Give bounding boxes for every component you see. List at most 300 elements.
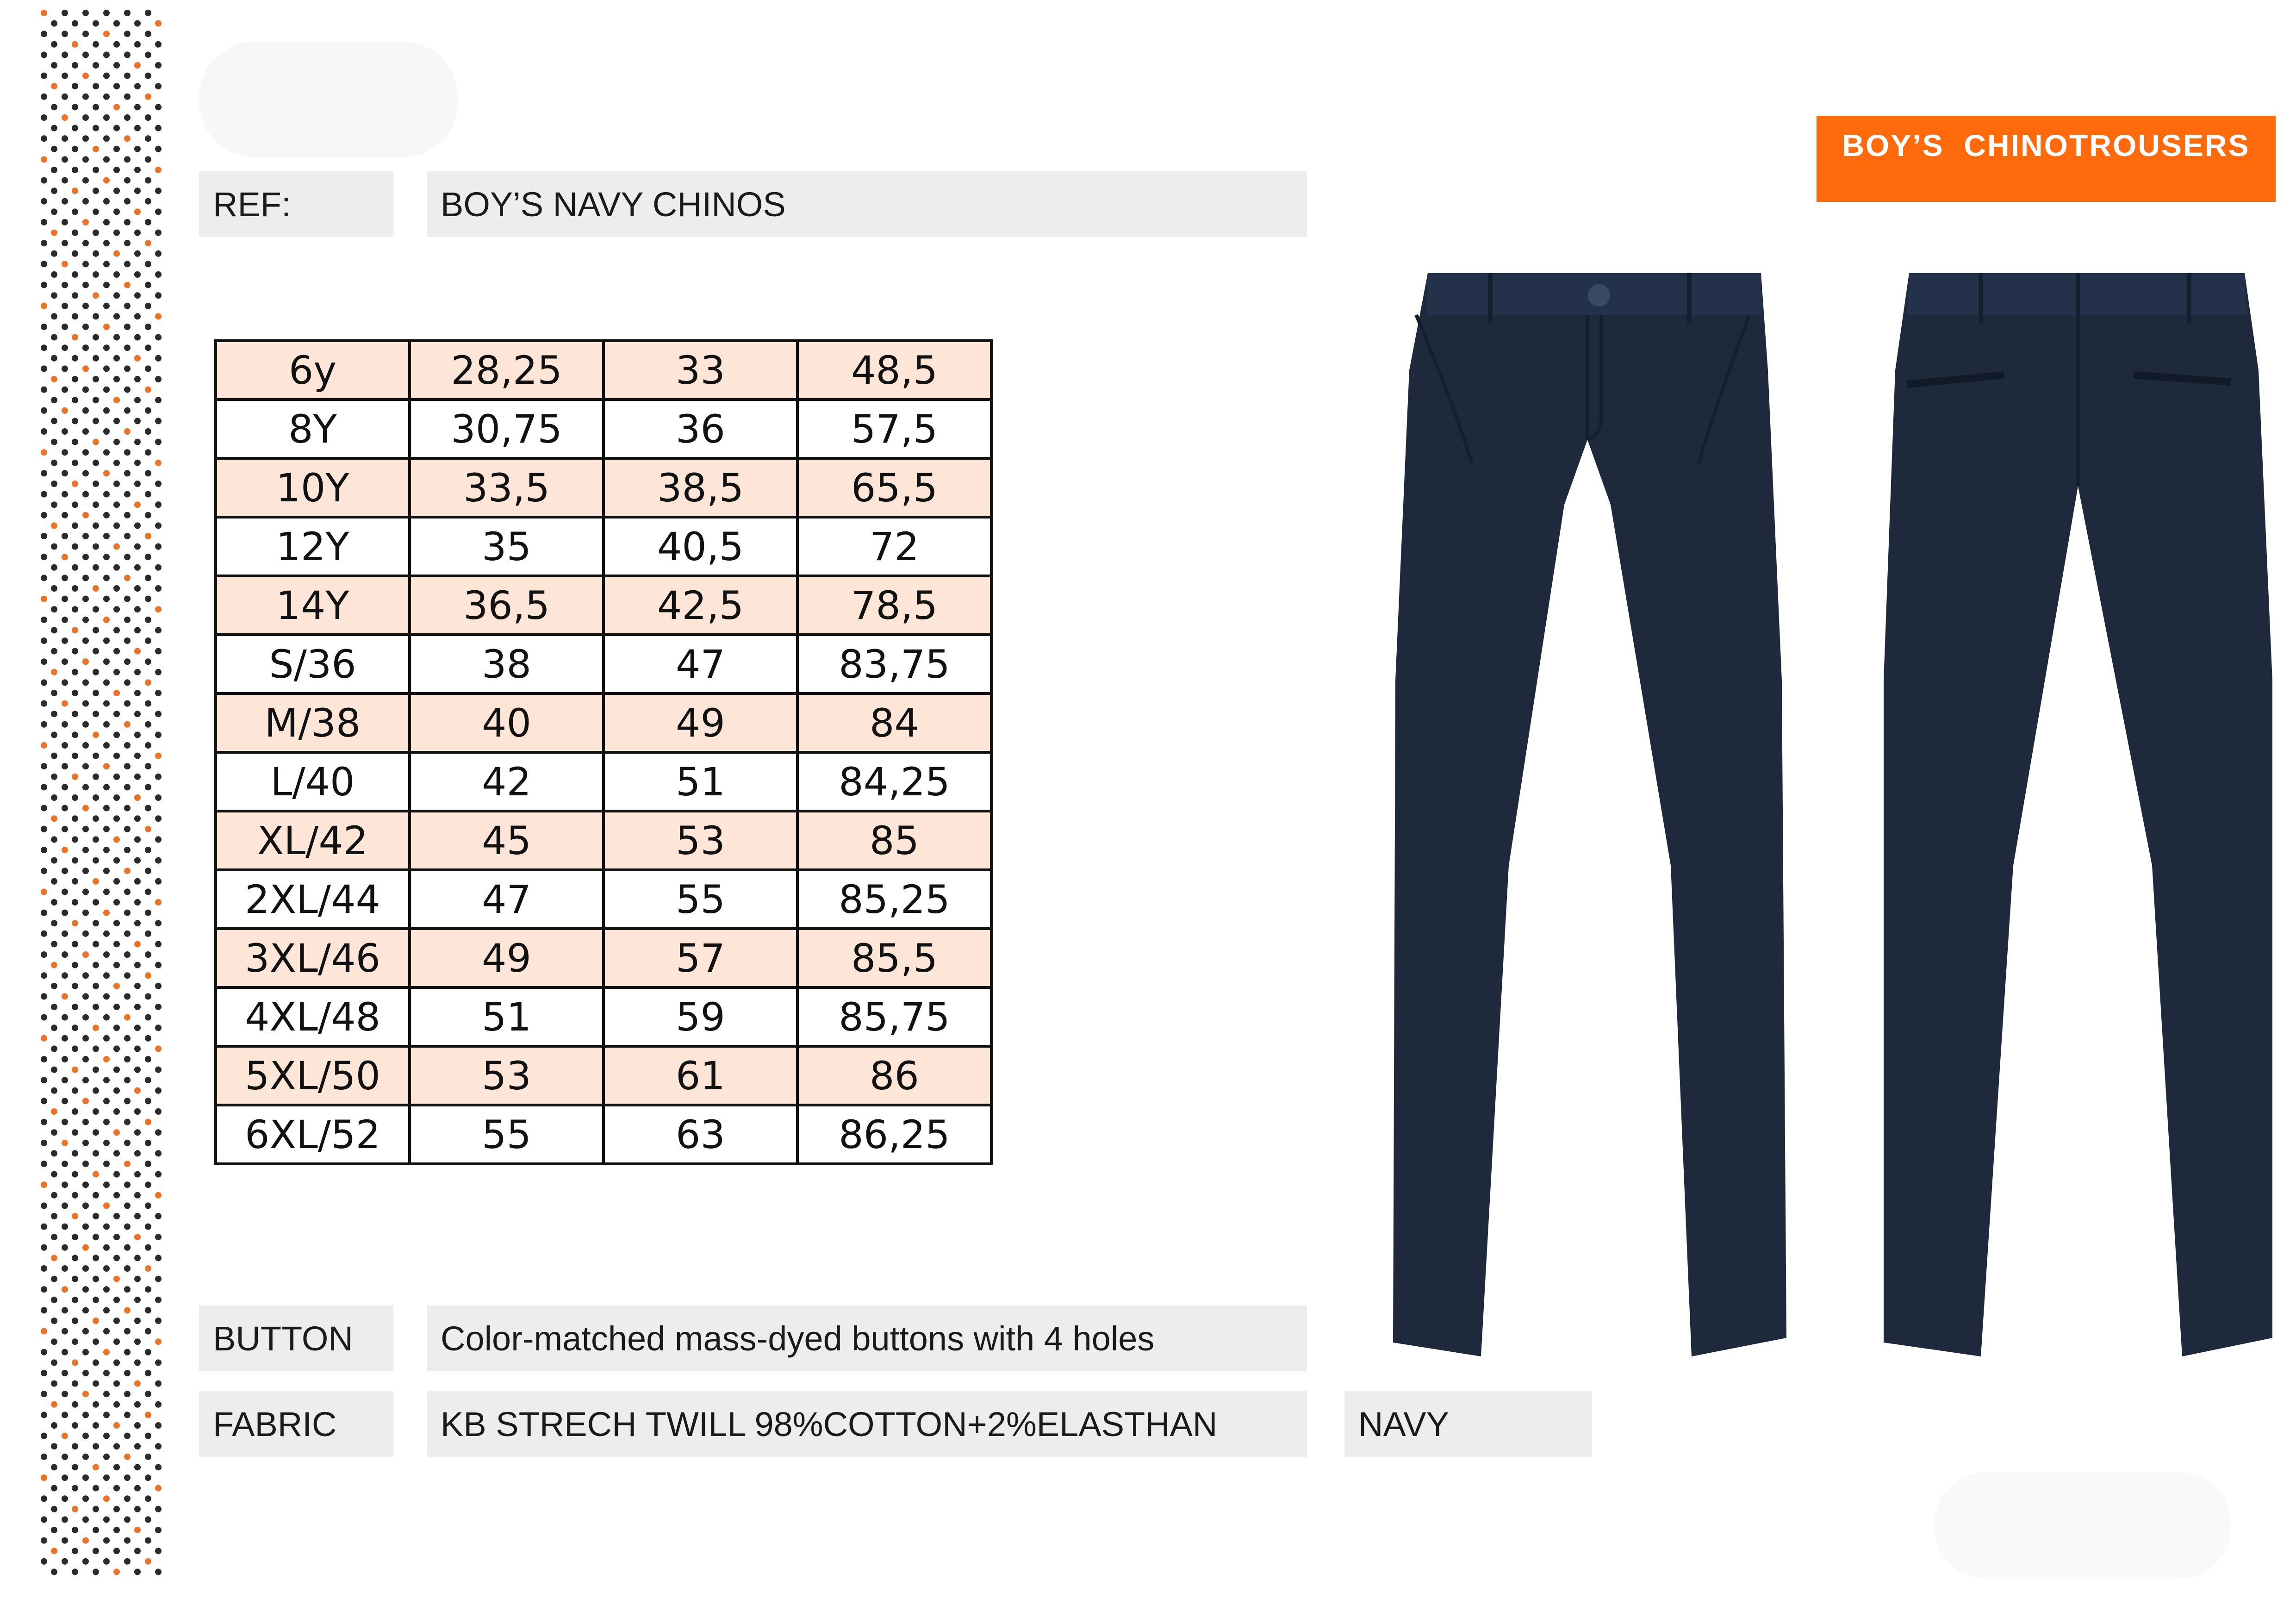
decor-dot <box>113 334 120 341</box>
decor-dot <box>72 230 78 236</box>
decor-dot <box>145 1307 151 1313</box>
decor-dot <box>51 1338 57 1345</box>
decor-dot <box>51 1318 57 1324</box>
decor-dot <box>155 397 162 403</box>
decor-dot <box>155 1548 162 1554</box>
decor-dot <box>113 1422 120 1429</box>
decor-dot <box>72 794 78 801</box>
size-label-cell: 10Y <box>216 458 410 517</box>
measurement-cell: 42 <box>410 752 604 811</box>
decor-dot <box>155 439 162 445</box>
decor-dot <box>51 1568 57 1575</box>
decor-dot <box>145 240 151 246</box>
measurement-cell: 36,5 <box>410 576 604 635</box>
measurement-cell: 38,5 <box>604 458 797 517</box>
decor-dot <box>72 125 78 131</box>
decor-dot <box>124 198 131 205</box>
decor-dot <box>103 888 110 895</box>
decor-dot <box>113 481 120 487</box>
decor-dot <box>41 240 47 246</box>
decor-dot <box>134 167 141 173</box>
decor-dot <box>155 250 162 257</box>
decor-dot <box>134 1213 141 1219</box>
decor-dot <box>113 501 120 508</box>
measurement-cell: 51 <box>604 752 797 811</box>
decor-dot <box>82 1495 89 1502</box>
decor-dot <box>145 826 151 832</box>
decor-dot <box>62 888 68 895</box>
decor-dot <box>82 449 89 456</box>
decor-dot <box>113 1150 120 1156</box>
decor-dot <box>93 585 99 592</box>
decor-dot <box>93 983 99 989</box>
decor-dot <box>134 376 141 382</box>
decor-dot <box>145 94 151 100</box>
decor-dot <box>145 1370 151 1376</box>
decor-dot <box>124 533 131 539</box>
size-table-row <box>216 870 991 929</box>
decor-dot <box>51 1150 57 1156</box>
decor-dot <box>103 784 110 790</box>
decor-dot <box>155 1171 162 1178</box>
decor-dot <box>113 711 120 717</box>
decor-dot <box>72 711 78 717</box>
decor-dot <box>145 617 151 623</box>
decor-dot <box>82 1433 89 1439</box>
decor-dot <box>41 1119 47 1125</box>
decor-dot <box>51 146 57 152</box>
decor-dot <box>155 941 162 947</box>
decor-dot <box>72 1380 78 1387</box>
decor-dot <box>103 1474 110 1481</box>
decor-dot <box>72 522 78 529</box>
decor-dot <box>82 1537 89 1544</box>
decor-dot <box>62 1224 68 1230</box>
decor-dot <box>41 888 47 895</box>
decor-dot <box>93 1359 99 1366</box>
decor-dot <box>93 292 99 299</box>
decor-dot <box>82 1161 89 1167</box>
decor-dot <box>124 73 131 79</box>
decor-dot <box>155 606 162 612</box>
decor-dot <box>113 941 120 947</box>
decor-dot <box>134 1276 141 1282</box>
decor-dot <box>145 31 151 37</box>
decor-dot <box>145 1495 151 1502</box>
decor-dot <box>145 344 151 351</box>
decor-dot <box>145 1474 151 1481</box>
trousers-back-image <box>1874 264 2282 1366</box>
decor-dot <box>62 10 68 16</box>
decor-dot <box>155 1087 162 1094</box>
decor-dot <box>41 470 47 476</box>
decor-dot <box>72 1527 78 1533</box>
decor-dot <box>41 554 47 560</box>
decor-dot <box>93 481 99 487</box>
decor-dot <box>134 648 141 655</box>
decor-dot <box>41 31 47 37</box>
decor-dot <box>103 1161 110 1167</box>
decor-dot <box>124 1224 131 1230</box>
decor-dot <box>155 522 162 529</box>
decor-dot <box>72 857 78 864</box>
decor-dot <box>155 585 162 592</box>
decor-dot <box>93 1506 99 1512</box>
decor-dot <box>41 1244 47 1251</box>
decor-dot <box>155 627 162 633</box>
decor-dot <box>103 1098 110 1104</box>
decor-dot <box>113 1004 120 1010</box>
decor-dot <box>124 1558 131 1565</box>
decor-dot <box>103 1014 110 1021</box>
decor-dot <box>93 1024 99 1031</box>
decor-dot <box>134 208 141 215</box>
decor-dot <box>72 585 78 592</box>
decor-dot <box>82 1202 89 1209</box>
decor-dot <box>113 878 120 885</box>
decor-dot <box>124 1098 131 1104</box>
decor-dot <box>145 596 151 602</box>
decor-dot <box>82 261 89 267</box>
decor-dot <box>72 753 78 759</box>
decor-dot <box>145 1412 151 1418</box>
decor-dot <box>103 931 110 937</box>
decor-dot <box>124 637 131 644</box>
decor-dot <box>155 1004 162 1010</box>
decor-dot <box>72 62 78 69</box>
decor-dot <box>93 753 99 759</box>
measurement-cell: 65,5 <box>797 458 991 517</box>
decor-dot <box>155 1067 162 1073</box>
decor-dot <box>124 428 131 435</box>
decor-dot <box>124 931 131 937</box>
measurement-cell: 59 <box>604 987 797 1046</box>
decor-dot <box>155 376 162 382</box>
decor-dot <box>134 543 141 550</box>
decor-dot <box>103 73 110 79</box>
decor-dot <box>82 135 89 142</box>
decor-dot <box>124 1307 131 1313</box>
decor-dot <box>93 794 99 801</box>
decor-dot <box>93 941 99 947</box>
decor-dot <box>113 522 120 529</box>
decor-dot <box>41 512 47 518</box>
size-table-row <box>216 458 991 517</box>
decor-dot <box>62 1119 68 1125</box>
decor-dot <box>113 1568 120 1575</box>
decor-dot <box>134 606 141 612</box>
decor-dot <box>103 31 110 37</box>
decor-dot <box>124 888 131 895</box>
decor-dot <box>41 344 47 351</box>
decor-dot <box>62 1391 68 1397</box>
decor-dot <box>124 10 131 16</box>
decor-dot <box>103 512 110 518</box>
measurement-cell: 53 <box>604 811 797 870</box>
decor-dot <box>145 1077 151 1083</box>
measurement-cell: 36 <box>604 400 797 458</box>
size-table-row <box>216 811 991 870</box>
decor-dot <box>113 627 120 633</box>
decor-dot <box>134 753 141 759</box>
decor-dot <box>103 951 110 958</box>
decor-dot <box>51 920 57 926</box>
decor-dot <box>51 1087 57 1094</box>
decor-dot <box>124 1265 131 1272</box>
size-table-row <box>216 635 991 693</box>
decor-dot <box>124 993 131 999</box>
decor-dot <box>62 470 68 476</box>
decor-dot <box>72 334 78 341</box>
decor-dot <box>155 690 162 696</box>
decor-dot <box>72 439 78 445</box>
decor-dot <box>113 1506 120 1512</box>
decor-dot <box>51 20 57 27</box>
decor-dot <box>134 983 141 989</box>
size-label-cell: 8Y <box>216 400 410 458</box>
decor-dot <box>62 700 68 707</box>
decor-dot <box>134 1485 141 1492</box>
button-value: Color-matched mass-dyed buttons with 4 holes <box>427 1305 1307 1371</box>
decor-dot <box>145 533 151 539</box>
decor-dot <box>124 910 131 916</box>
decor-dot <box>62 931 68 937</box>
decor-dot <box>124 219 131 225</box>
decor-dot <box>41 763 47 769</box>
decor-dot <box>62 73 68 79</box>
decor-dot <box>62 910 68 916</box>
decor-dot <box>124 31 131 37</box>
decor-dot <box>134 585 141 592</box>
decor-dot <box>155 669 162 675</box>
decor-dot <box>155 167 162 173</box>
ref-label: REF: <box>199 171 393 237</box>
decor-dot <box>72 1464 78 1470</box>
decor-dot <box>113 794 120 801</box>
fabric-label: FABRIC <box>199 1391 393 1457</box>
decor-dot <box>134 1108 141 1115</box>
decor-dot <box>103 1391 110 1397</box>
decor-dot <box>82 1454 89 1460</box>
decor-dot <box>124 51 131 58</box>
decor-dot <box>155 460 162 466</box>
dot-pattern-graphic <box>37 0 171 1624</box>
decor-dot <box>145 1328 151 1335</box>
decor-dot <box>155 355 162 362</box>
decor-dot <box>145 73 151 79</box>
decor-dot <box>103 1077 110 1083</box>
decor-dot <box>134 1464 141 1470</box>
decor-dot <box>62 1328 68 1335</box>
decor-dot <box>134 878 141 885</box>
decor-dot <box>51 1548 57 1554</box>
decor-dot <box>155 962 162 968</box>
decor-dot <box>145 931 151 937</box>
decor-dot <box>51 1067 57 1073</box>
decor-dot <box>145 219 151 225</box>
decor-dot <box>145 721 151 728</box>
decor-dot <box>113 460 120 466</box>
measurement-cell: 86 <box>797 1046 991 1105</box>
decor-dot <box>134 125 141 131</box>
decor-dot <box>145 135 151 142</box>
decor-dot <box>103 1328 110 1335</box>
decor-dot <box>124 1433 131 1439</box>
decor-dot <box>103 1558 110 1565</box>
decor-dot <box>62 365 68 372</box>
decor-dot <box>155 1318 162 1324</box>
decor-dot <box>62 1181 68 1188</box>
decor-dot <box>82 51 89 58</box>
decor-dot <box>145 261 151 267</box>
decor-dot <box>103 365 110 372</box>
decor-dot <box>93 1213 99 1219</box>
decor-dot <box>103 177 110 184</box>
decor-dot <box>134 669 141 675</box>
decor-dot <box>145 637 151 644</box>
decor-dot <box>124 1454 131 1460</box>
decor-dot <box>93 208 99 215</box>
decor-dot <box>51 397 57 403</box>
decor-dot <box>82 219 89 225</box>
decor-dot <box>51 836 57 843</box>
decor-dot <box>93 146 99 152</box>
measurement-cell: 86,25 <box>797 1105 991 1164</box>
decor-dot <box>62 344 68 351</box>
decor-dot <box>62 491 68 498</box>
decor-dot <box>103 303 110 309</box>
decor-dot <box>51 104 57 110</box>
decor-dot <box>134 836 141 843</box>
decor-dot <box>145 1014 151 1021</box>
decor-dot <box>51 1464 57 1470</box>
decor-dot <box>134 313 141 319</box>
decor-dot <box>145 763 151 769</box>
decor-dot <box>82 1181 89 1188</box>
decor-dot <box>93 627 99 633</box>
decor-dot <box>155 1506 162 1512</box>
decor-dot <box>113 564 120 571</box>
decor-dot <box>103 1412 110 1418</box>
decor-dot <box>62 1495 68 1502</box>
decor-dot <box>155 41 162 48</box>
decor-dot <box>134 418 141 424</box>
decor-dot <box>51 418 57 424</box>
decor-dot <box>62 1265 68 1272</box>
decor-dot <box>113 1067 120 1073</box>
decor-dot <box>82 1098 89 1104</box>
decor-dot <box>145 198 151 205</box>
decor-dot <box>155 125 162 131</box>
decor-dot <box>93 564 99 571</box>
decor-dot <box>93 62 99 69</box>
decor-dot <box>155 1485 162 1492</box>
size-table-row <box>216 1046 991 1105</box>
decor-dot <box>155 753 162 759</box>
decor-dot <box>103 114 110 121</box>
decor-dot <box>41 700 47 707</box>
decor-dot <box>82 73 89 79</box>
decor-dot <box>62 512 68 518</box>
decor-dot <box>72 1318 78 1324</box>
measurement-cell: 42,5 <box>604 576 797 635</box>
measurement-cell: 33,5 <box>410 458 604 517</box>
decor-dot <box>134 104 141 110</box>
decor-dot <box>41 1181 47 1188</box>
decor-dot <box>113 230 120 236</box>
measurement-cell: 38 <box>410 635 604 693</box>
decor-dot <box>62 1558 68 1565</box>
decor-dot <box>72 1443 78 1449</box>
decor-dot <box>155 857 162 864</box>
decor-dot <box>72 418 78 424</box>
decor-dot <box>113 669 120 675</box>
decor-dot <box>93 1485 99 1492</box>
decor-dot <box>145 51 151 58</box>
decor-dot <box>124 1370 131 1376</box>
decor-dot <box>113 1234 120 1240</box>
decor-dot <box>103 470 110 476</box>
decor-dot <box>93 1527 99 1533</box>
decor-dot <box>113 857 120 864</box>
decor-dot <box>51 376 57 382</box>
decor-dot <box>155 1422 162 1429</box>
decor-dot <box>51 187 57 194</box>
decor-dot <box>41 1349 47 1355</box>
decor-dot <box>145 387 151 393</box>
decor-dot <box>51 355 57 362</box>
decor-dot <box>41 449 47 456</box>
decor-dot <box>51 208 57 215</box>
decor-dot <box>51 1276 57 1282</box>
decor-dot <box>51 585 57 592</box>
decor-dot <box>82 951 89 958</box>
decor-dot <box>124 177 131 184</box>
decor-dot <box>113 543 120 550</box>
decor-dot <box>134 481 141 487</box>
decor-dot <box>41 177 47 184</box>
decor-dot <box>41 428 47 435</box>
decor-dot <box>51 1527 57 1533</box>
trousers-front-image <box>1384 264 1791 1366</box>
decor-dot <box>103 491 110 498</box>
decor-dot <box>51 815 57 822</box>
decor-dot <box>62 951 68 958</box>
decor-dot <box>41 261 47 267</box>
decor-dot <box>145 1035 151 1042</box>
decor-dot <box>62 868 68 874</box>
decor-dot <box>155 564 162 571</box>
decor-dot <box>51 1171 57 1178</box>
decor-dot <box>72 1359 78 1366</box>
decor-dot <box>93 1045 99 1052</box>
measurement-cell: 57 <box>604 929 797 987</box>
decor-dot <box>145 1056 151 1062</box>
decor-dot <box>62 1349 68 1355</box>
decor-dot <box>72 146 78 152</box>
decor-dot <box>155 1401 162 1408</box>
decor-dot <box>41 637 47 644</box>
decor-dot <box>103 1181 110 1188</box>
decor-dot <box>51 899 57 906</box>
product-category-badge: BOY’S CHINOTROUSERS <box>1817 116 2276 202</box>
decor-dot <box>82 198 89 205</box>
decor-dot <box>93 1108 99 1115</box>
decor-dot <box>72 167 78 173</box>
decor-dot <box>145 658 151 665</box>
decor-dot <box>145 407 151 414</box>
decor-dot <box>145 1433 151 1439</box>
